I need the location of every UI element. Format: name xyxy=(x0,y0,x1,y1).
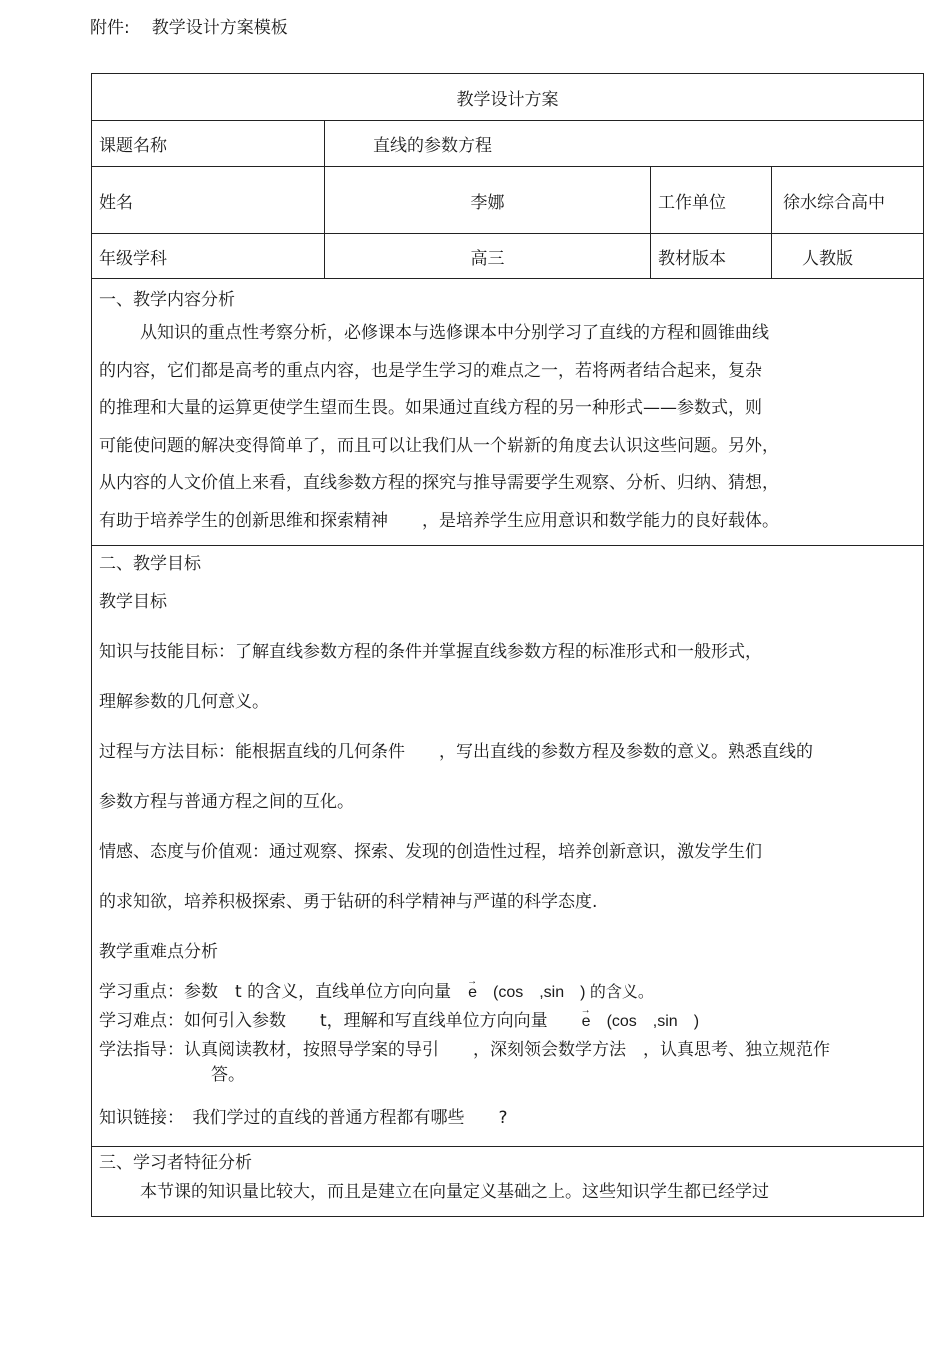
difficult-point-line xyxy=(99,1007,916,1036)
course-value: 直线的参数方程 xyxy=(325,121,924,167)
emotion-goal-line: 的求知欲，培养积极探索、勇于钻研的科学精神与严谨的科学态度. xyxy=(99,892,598,912)
attachment-title: 教学设计方案模板 xyxy=(151,18,288,38)
paragraph-line: 的内容，它们都是高考的重点内容，也是学生学习的难点之一，若将两者结合起来，复杂 xyxy=(99,360,762,381)
emotion-goal-line: 情感、态度与价值观：通过观察、探索、发现的创造性过程，培养创新意识，激发学生们 xyxy=(99,842,762,862)
unit-vector-symbol: → e xyxy=(582,1008,591,1036)
learner-analysis-section xyxy=(92,1147,924,1217)
name-label: 姓名 xyxy=(92,167,325,234)
attachment-prefix: 附件: xyxy=(90,18,130,38)
knowledge-goal-line: 理解参数的几何意义。 xyxy=(99,692,269,712)
study-method-line: 学法指导：认真阅读教材，按照导学案的导引 ，深刻领会数学方法 ，认真思考、独立规范作 xyxy=(99,1040,830,1060)
design-table xyxy=(91,73,924,1217)
grade-label: 年级学科 xyxy=(92,234,325,279)
paragraph-line: 有助于培养学生的创新思维和探索精神 ，是培养学生应用意识和数学能力的良好载体。 xyxy=(99,510,779,531)
difficult-point-text: 学习难点：如何引入参数 t，理解和写直线单位方向向量 xyxy=(99,1011,582,1031)
key-point-text: 学习重点：参数 t 的含义，直线单位方向向量 xyxy=(99,982,469,1002)
table-title: 教学设计方案 xyxy=(92,74,924,121)
learner-analysis-line: 本节课的知识量比较大，而且是建立在向量定义基础之上。这些知识学生都已经学过 xyxy=(140,1182,769,1202)
difficult-point-tail: (cos ,sin ) xyxy=(590,1013,700,1030)
grade-value: 高三 xyxy=(325,234,651,279)
name-value: 李娜 xyxy=(325,167,651,234)
edition-label: 教材版本 xyxy=(651,234,772,279)
objectives-heading: 二、教学目标 xyxy=(99,554,201,574)
knowledge-link-line: 知识链接： 我们学过的直线的普通方程都有哪些 ? xyxy=(99,1108,508,1128)
course-label: 课题名称 xyxy=(92,121,325,167)
learner-analysis-heading: 三、学习者特征分析 xyxy=(99,1153,252,1173)
teaching-objectives-section xyxy=(92,546,924,1147)
study-method-continuation: 答。 xyxy=(211,1065,245,1085)
unit-vector-symbol: → e xyxy=(468,979,477,1007)
paragraph-line: 可能使问题的解决变得简单了，而且可以让我们从一个崭新的角度去认识这些问题。另外， xyxy=(99,435,779,456)
process-goal-line: 参数方程与普通方程之间的互化。 xyxy=(99,792,354,812)
attachment-header xyxy=(90,13,288,38)
unit-value: 徐水综合高中 xyxy=(772,167,924,234)
knowledge-goal-line: 知识与技能目标：了解直线参数方程的条件并掌握直线参数方程的标准形式和一般形式， xyxy=(99,642,762,662)
unit-label: 工作单位 xyxy=(651,167,772,234)
paragraph-line: 的推理和大量的运算更使学生望而生畏。如果通过直线方程的另一种形式——参数式，则 xyxy=(99,398,762,418)
paragraph-line: 从知识的重点性考察分析，必修课本与选修课本中分别学习了直线的方程和圆锥曲线 xyxy=(140,323,769,343)
paragraph-line: 从内容的人文价值上来看，直线参数方程的探究与推导需要学生观察、分析、归纳、猜想， xyxy=(99,473,779,493)
key-point-tail: (cos ,sin ) 的含义。 xyxy=(476,984,654,1001)
edition-value: 人教版 xyxy=(772,234,924,279)
content-analysis-heading: 一、教学内容分析 xyxy=(99,290,235,310)
process-goal-line: 过程与方法目标：能根据直线的几何条件 ，写出直线的参数方程及参数的意义。熟悉直线的 xyxy=(99,742,813,762)
key-point-line xyxy=(99,978,916,1007)
content-analysis-section xyxy=(92,279,924,546)
objectives-subheading: 教学目标 xyxy=(99,592,167,612)
difficulty-heading: 教学重难点分析 xyxy=(99,942,218,962)
